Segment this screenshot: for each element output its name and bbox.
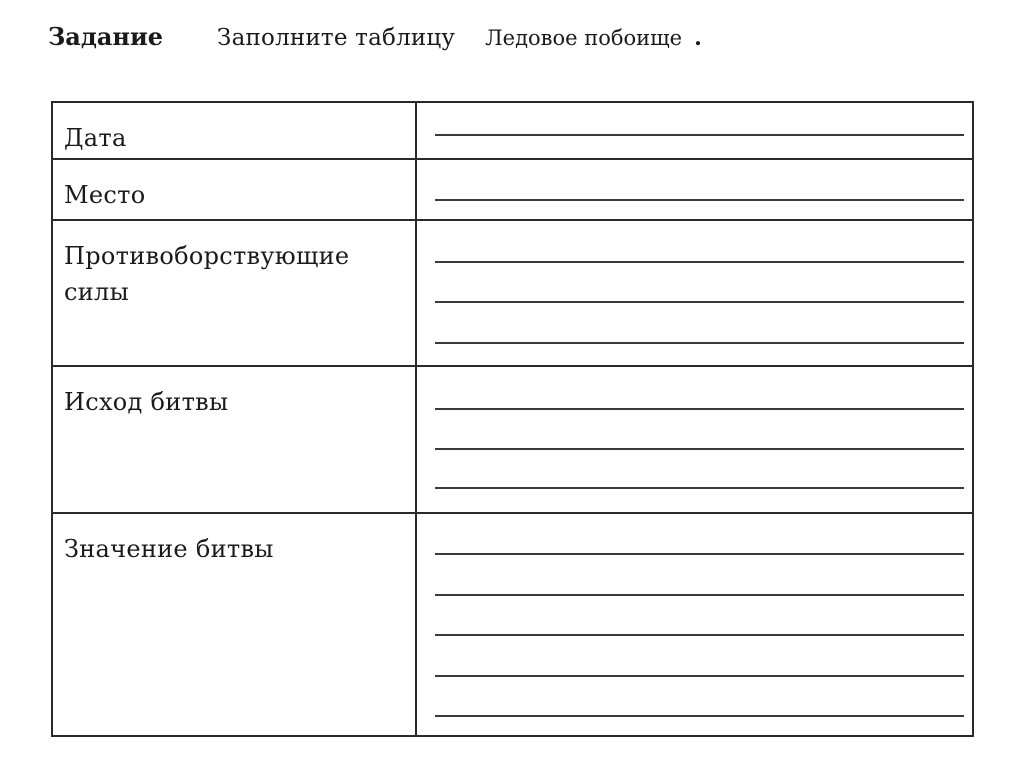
answer-line[interactable] [435,301,964,303]
task-label: Задание [48,22,164,51]
task-topic: Ледовое побоище [485,26,683,50]
task-header [48,22,702,58]
answer-line[interactable] [435,448,964,450]
answer-line[interactable] [435,408,964,410]
topic-period: . [694,25,702,51]
answer-cell-significance[interactable] [417,514,972,735]
task-instruction: Заполните таблицу [217,25,456,51]
row-label: Место [53,160,417,219]
answer-cell-place[interactable] [417,160,972,219]
row-label: Дата [53,103,417,158]
table-row-date [53,103,972,158]
answer-line[interactable] [435,261,964,263]
row-label: Противоборствующие силы [53,221,417,365]
answer-line[interactable] [435,342,964,344]
table-row-place [53,158,972,219]
answer-line[interactable] [435,553,964,555]
answer-line[interactable] [435,199,964,201]
answer-line[interactable] [435,594,964,596]
answer-line[interactable] [435,715,964,717]
answer-line[interactable] [435,675,964,677]
row-label: Значение битвы [53,514,417,735]
answer-cell-outcome[interactable] [417,367,972,512]
answer-line[interactable] [435,134,964,136]
answer-cell-date[interactable] [417,103,972,158]
answer-cell-forces[interactable] [417,221,972,365]
answer-line[interactable] [435,487,964,489]
row-label: Исход битвы [53,367,417,512]
answer-line[interactable] [435,634,964,636]
table-row-forces [53,219,972,365]
table-row-outcome [53,365,972,512]
table-row-significance [53,512,972,735]
worksheet-table [51,101,974,737]
